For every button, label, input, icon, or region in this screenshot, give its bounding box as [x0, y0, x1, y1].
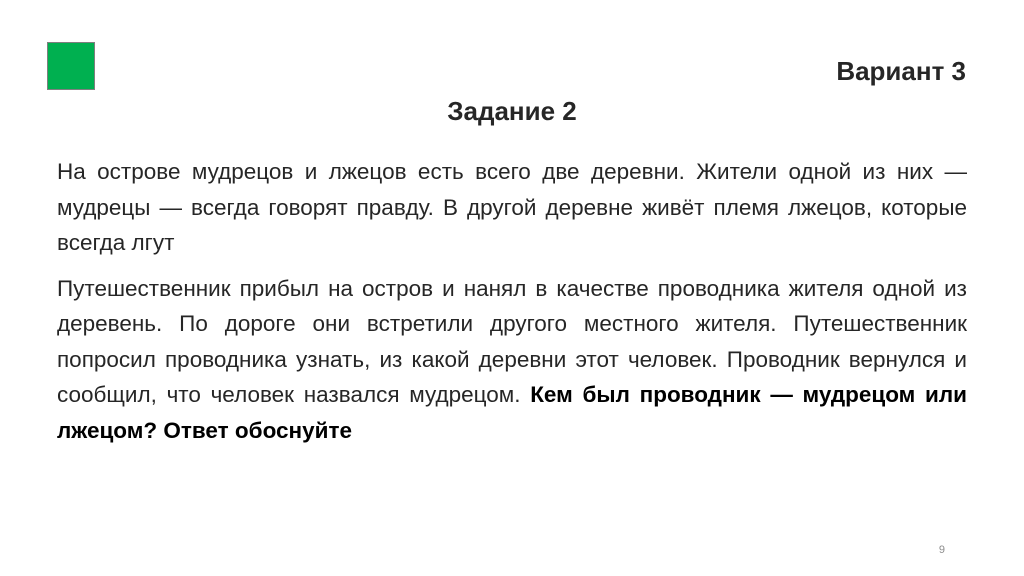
paragraph-2-text: Путешественник прибыл на остров и нанял в качестве проводника жителя одной из деревень. По дороге они встретили другого местного жителя. Путешественник попросил проводника узнать, из какой деревни этот человек. Проводник вернулся и сообщил, что человек назвался мудрецом. [57, 275, 967, 407]
task-title: Задание 2 [447, 96, 577, 126]
green-marker-square [47, 42, 95, 90]
page-number: 9 [938, 544, 945, 556]
variant-label: Вариант 3 [836, 56, 966, 86]
task-body [57, 154, 967, 448]
paragraph-2 [57, 271, 967, 449]
task-question: Кем был проводник — мудрецом или лжецом? Ответ обоснуйте [57, 382, 967, 443]
paragraph-1: На острове мудрецов и лжецов есть всего две деревни. Жители одной из них — мудрецы — всегда говорят правду. В другой деревне живёт племя лжецов, которые всегда лгут [57, 159, 967, 255]
